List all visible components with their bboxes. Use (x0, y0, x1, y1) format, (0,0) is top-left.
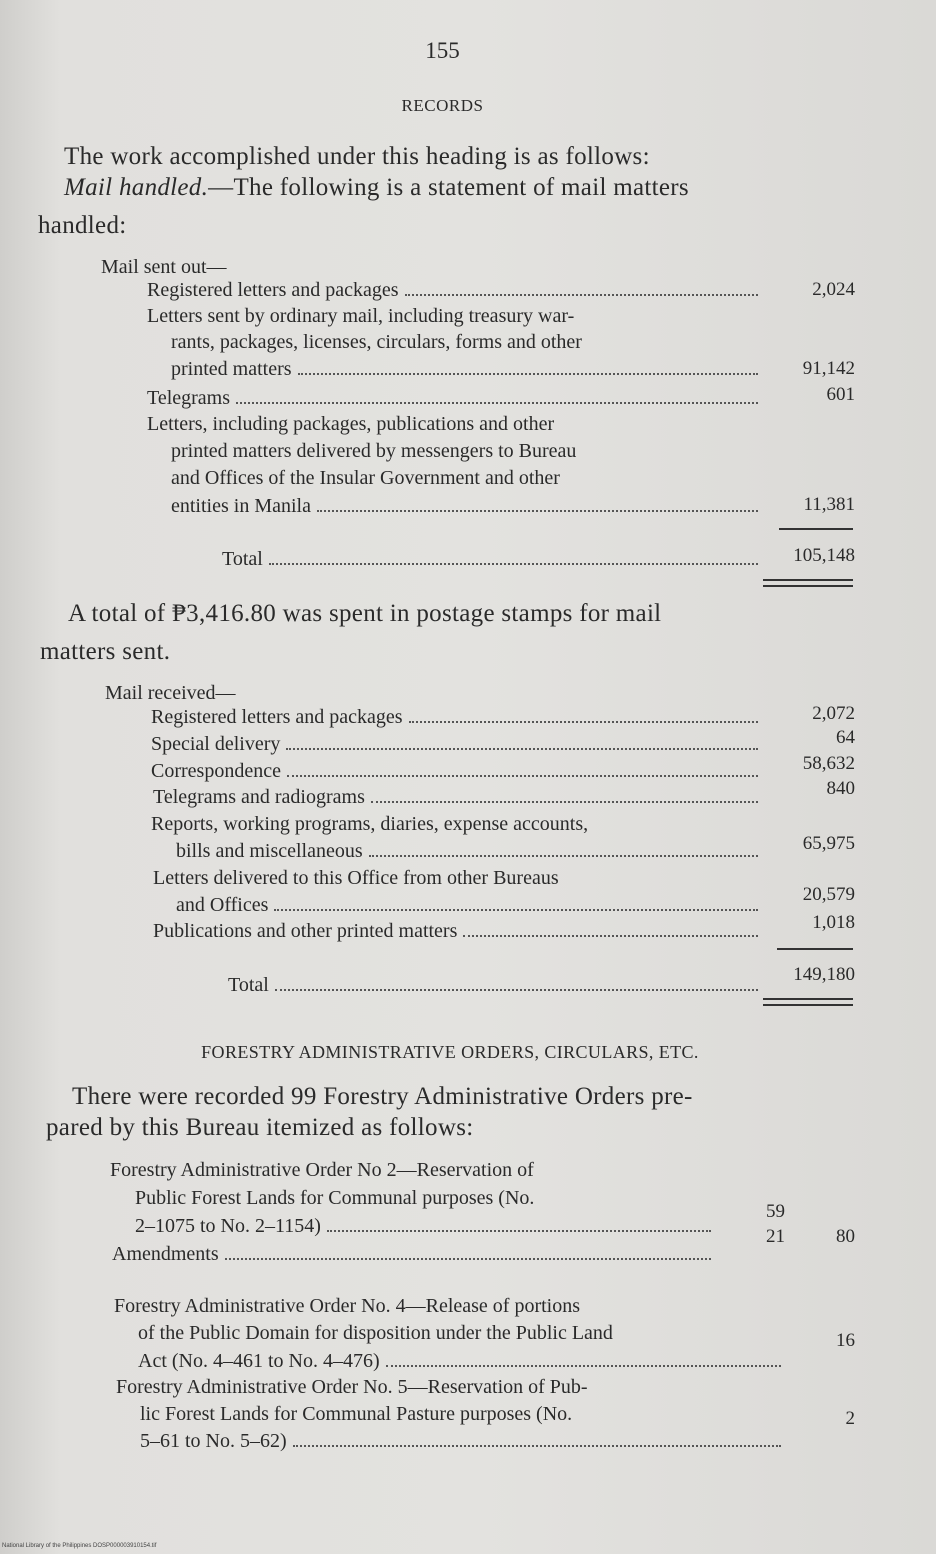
forestry-intro-line-1: There were recorded 99 Forestry Administrative Orders pre- (72, 1083, 693, 1110)
intro-line-2-rest: —The following is a statement of mail matters (208, 174, 689, 201)
mail-received-title: Mail received— (105, 682, 236, 704)
scan-footer: National Library of the Philippines DOSP000003910154.tif (2, 1543, 157, 1549)
mail-sent-item-ordinary-line-1: Letters sent by ordinary mail, including treasury war- (147, 305, 575, 327)
order-5-line-2: lic Forest Lands for Communal Pasture purposes (No. (140, 1403, 573, 1425)
order-4-line-3: Act (No. 4–461 to No. 4–476) (138, 1350, 785, 1373)
intro-line-2 (64, 174, 689, 202)
order-5-line-1: Forestry Administrative Order No. 5—Reservation of Pub- (116, 1376, 588, 1398)
order-4-line-2: of the Public Domain for disposition under the Public Land (138, 1322, 613, 1344)
mail-received-double-rule-2 (763, 1004, 853, 1006)
mail-received-value-reports: 65,975 (802, 833, 855, 854)
mail-sent-value-ordinary: 91,142 (802, 358, 855, 379)
order-2-line-2: Public Forest Lands for Communal purposes (No. (135, 1187, 535, 1209)
postage-line-1: A total of ₱3,416.80 was spent in postage stamps for mail (68, 600, 662, 627)
mail-sent-value-messengers: 11,381 (803, 494, 855, 515)
order-5-line-3: 5–61 to No. 5–62) (140, 1430, 785, 1453)
mail-received-item-reports-line-2: bills and miscellaneous (176, 840, 762, 863)
mail-received-value-telegrams: 840 (826, 778, 855, 799)
order-2-amendments-value: 21 (766, 1226, 785, 1247)
forestry-intro-line-2: pared by this Bureau itemized as follows: (46, 1114, 474, 1141)
forestry-heading: FORESTRY ADMINISTRATIVE ORDERS, CIRCULARS, ETC. (201, 1042, 699, 1062)
section-heading-records: RECORDS (401, 96, 484, 115)
postage-line-2: matters sent. (40, 638, 171, 665)
mail-received-value-registered: 2,072 (812, 703, 855, 724)
mail-sent-item-messengers-line-4: entities in Manila (171, 495, 762, 518)
mail-received-value-special: 64 (836, 727, 855, 748)
mail-received-value-publications: 1,018 (812, 912, 855, 933)
order-4-value: 16 (836, 1330, 855, 1351)
mail-received-total-value: 149,180 (793, 964, 855, 985)
mail-sent-total-row: Total (222, 548, 762, 571)
mail-sent-item-messengers-line-1: Letters, including packages, publications and other (147, 413, 555, 435)
mail-sent-item-ordinary-line-3: printed matters (171, 358, 762, 381)
order-2-amendments: Amendments (112, 1243, 715, 1266)
mail-received-item-correspondence: Correspondence (151, 760, 762, 783)
order-2-line-1: Forestry Administrative Order No 2—Reservation of (110, 1159, 534, 1181)
mail-sent-item-registered: Registered letters and packages (147, 279, 762, 302)
mail-sent-item-ordinary-line-2: rants, packages, licenses, circulars, forms and other (171, 331, 582, 353)
mail-received-total-row: Total (228, 974, 762, 997)
mail-received-item-letters-line-1: Letters delivered to this Office from other Bureaus (153, 867, 559, 889)
mail-received-item-publications: Publications and other printed matters (153, 920, 762, 943)
intro-line-1: The work accomplished under this heading is as follows: (64, 143, 650, 170)
order-2-value: 59 (766, 1201, 785, 1222)
mail-sent-item-messengers-line-3: and Offices of the Insular Government and other (171, 467, 560, 489)
mail-sent-item-telegrams: Telegrams (147, 387, 762, 410)
mail-received-item-reports-line-1: Reports, working programs, diaries, expense accounts, (151, 813, 589, 835)
mail-sent-double-rule-1 (763, 579, 853, 581)
intro-line-3: handled: (38, 212, 127, 239)
mail-handled-label: Mail handled. (64, 174, 209, 201)
order-2-total: 80 (836, 1226, 855, 1247)
mail-sent-item-messengers-line-2: printed matters delivered by messengers to Bureau (171, 440, 577, 462)
mail-sent-double-rule-2 (763, 585, 853, 587)
mail-received-value-letters: 20,579 (802, 884, 855, 905)
mail-received-item-telegrams: Telegrams and radiograms (153, 786, 762, 809)
mail-received-item-letters-line-2: and Offices (176, 894, 762, 917)
mail-sent-title: Mail sent out— (101, 256, 227, 278)
mail-received-item-special: Special delivery (151, 733, 762, 756)
mail-sent-total-value: 105,148 (793, 545, 855, 566)
page-number: 155 (425, 38, 460, 63)
order-4-line-1: Forestry Administrative Order No. 4—Release of portions (114, 1295, 581, 1317)
mail-received-value-correspondence: 58,632 (802, 753, 855, 774)
mail-sent-value-telegrams: 601 (826, 384, 855, 405)
mail-received-item-registered: Registered letters and packages (151, 706, 762, 729)
order-5-value: 2 (845, 1408, 855, 1429)
mail-sent-value-registered: 2,024 (812, 279, 855, 300)
mail-sent-sum-rule (779, 528, 853, 530)
order-2-line-3: 2–1075 to No. 2–1154) (135, 1215, 715, 1238)
mail-received-double-rule-1 (763, 998, 853, 1000)
mail-received-sum-rule (777, 948, 853, 950)
